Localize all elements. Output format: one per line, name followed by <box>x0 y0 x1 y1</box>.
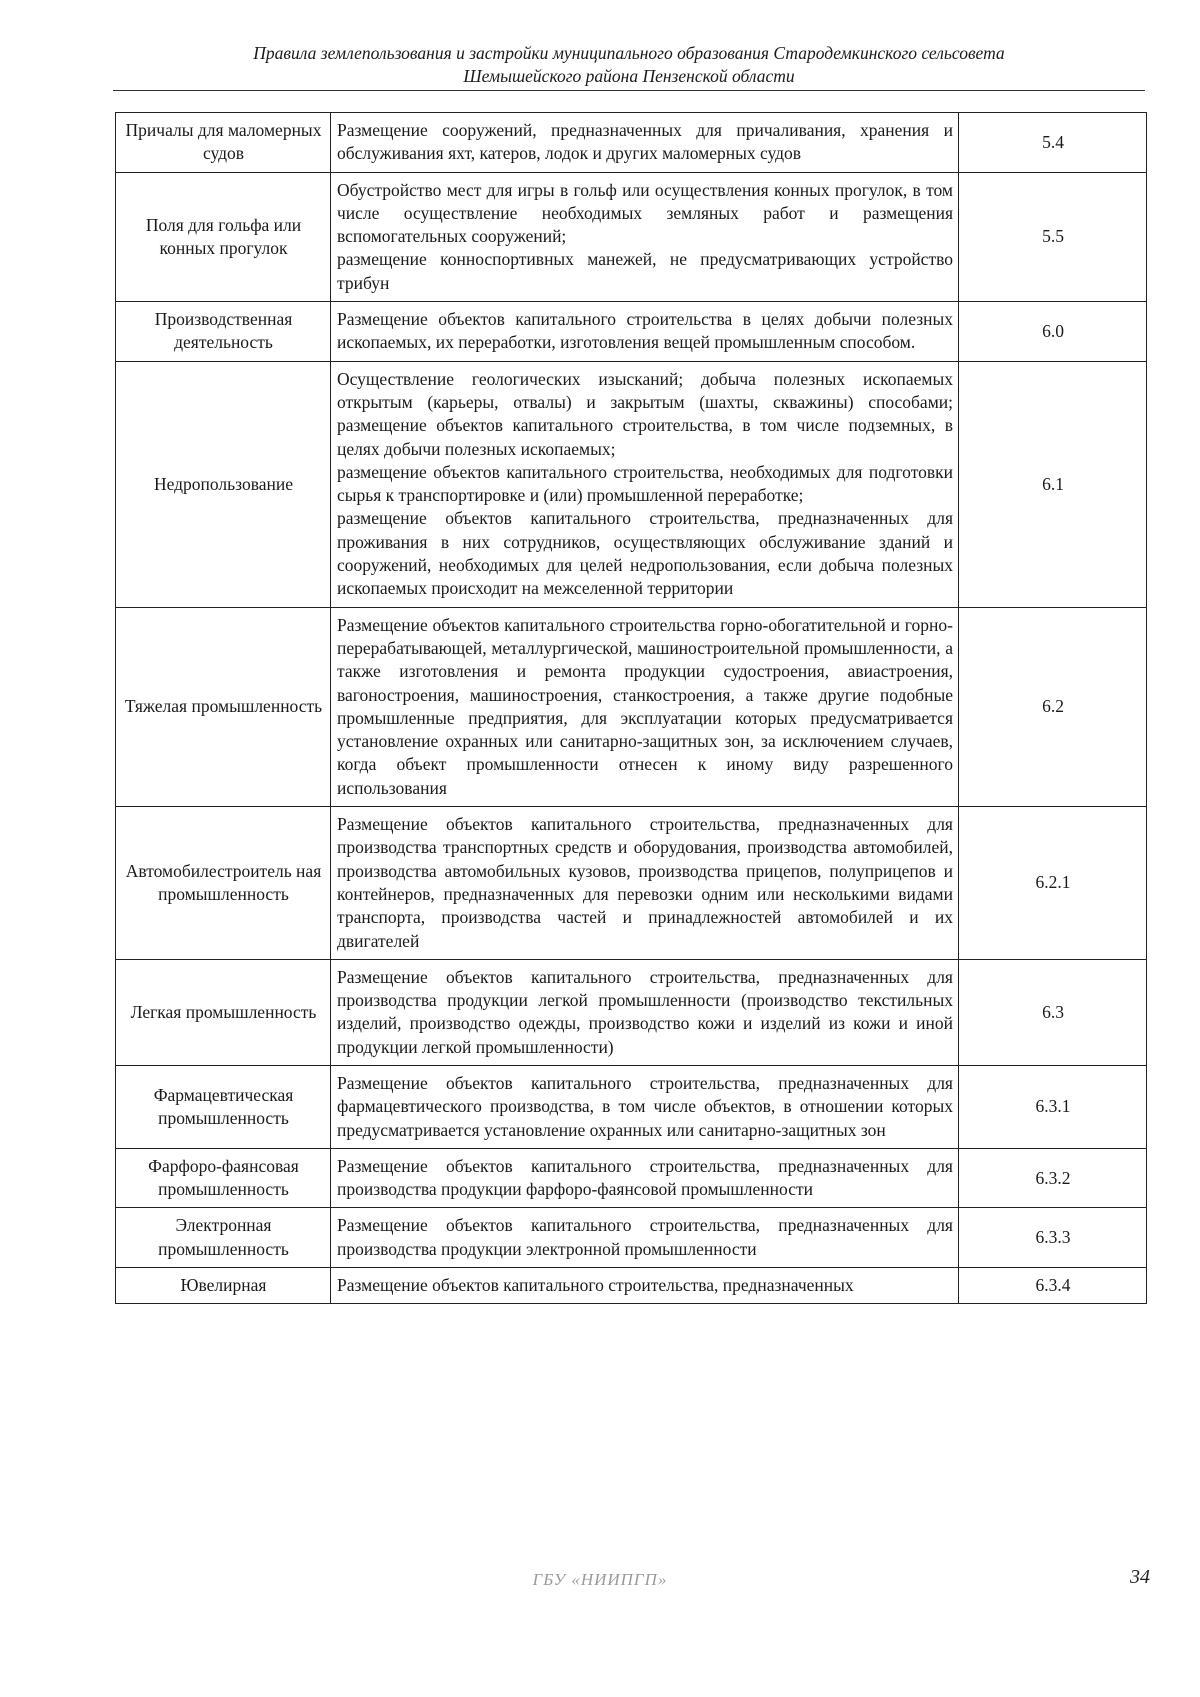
use-type-name: Легкая промышленность <box>116 959 331 1065</box>
use-type-description <box>331 1148 959 1208</box>
use-type-name: Фарфоро-фаянсовая промышленность <box>116 1148 331 1208</box>
use-type-code: 6.1 <box>959 361 1147 607</box>
use-type-description <box>331 361 959 607</box>
description-paragraph: размещение объектов капитального строительства, необходимых для подготовки сырья к транспортировке и (или) промышленной переработке; <box>337 461 953 506</box>
use-type-description <box>331 302 959 362</box>
use-type-name: Электронная промышленность <box>116 1208 331 1268</box>
use-type-description <box>331 807 959 960</box>
use-type-name: Поля для гольфа или конных прогулок <box>116 172 331 301</box>
use-type-description <box>331 959 959 1065</box>
table-row <box>116 172 1147 301</box>
use-type-description <box>331 1268 959 1304</box>
use-type-code: 6.3.3 <box>959 1208 1147 1268</box>
table-row <box>116 959 1147 1065</box>
use-type-name: Ювелирная <box>116 1268 331 1304</box>
description-paragraph: Размещение объектов капитального строительства горно-обогатительной и горно-перерабатывающей, металлургической, машиностроительной промышленности, а также изготовления и ремонта продукции судостроения, авиастроения, вагоностроения, машиностроения, станкостроения, а также другие подобные промышленные предприятия, для эксплуатации которых предусматривается установление охранных или санитарно-защитных зон, за исключением случаев, когда объект промышленности отнесен к иному виду разрешенного использования <box>337 614 953 798</box>
use-type-name: Недропользование <box>116 361 331 607</box>
table-row <box>116 1268 1147 1304</box>
table-row <box>116 1208 1147 1268</box>
use-type-name: Автомобилестроитель ная промышленность <box>116 807 331 960</box>
description-paragraph: Размещение сооружений, предназначенных для причаливания, хранения и обслуживания яхт, катеров, лодок и других маломерных судов <box>337 120 953 164</box>
header-line-1: Правила землепользования и застройки муниципального образования Стародемкинского сельсовета <box>253 43 1005 63</box>
page-header <box>113 42 1145 88</box>
description-paragraph: размещение конноспортивных манежей, не предусматривающих устройство трибун <box>337 249 953 293</box>
header-divider <box>113 90 1145 91</box>
land-use-table <box>115 112 1147 1304</box>
table-row <box>116 607 1147 806</box>
description-paragraph: Размещение объектов капитального строительства, предназначенных для производства транспортных средств и оборудования, производства автомобилей, производства автомобильных кузовов, производства прицепов, полуприцепов и контейнеров, предназначенных для перевозки одним или несколькими видами транспорта, производства частей и принадлежностей автомобилей и их двигателей <box>337 814 953 951</box>
header-line-2: Шемышейского района Пензенской области <box>463 66 795 86</box>
use-type-description <box>331 1208 959 1268</box>
use-type-description <box>331 1065 959 1148</box>
use-type-description <box>331 113 959 173</box>
footer-organization: ГБУ «НИИПГП» <box>532 1570 668 1589</box>
description-paragraph: Размещение объектов капитального строительства, предназначенных для производства продукции электронной промышленности <box>337 1215 953 1259</box>
use-type-code: 6.2 <box>959 607 1147 806</box>
use-type-code: 6.3.4 <box>959 1268 1147 1304</box>
use-type-code: 6.0 <box>959 302 1147 362</box>
page-number: 34 <box>1130 1566 1150 1588</box>
table-row <box>116 302 1147 362</box>
description-paragraph: Размещение объектов капитального строительства, предназначенных для производства продукции фарфоро-фаянсовой промышленности <box>337 1155 953 1200</box>
use-type-code: 5.4 <box>959 113 1147 173</box>
description-paragraph: Размещение объектов капитального строительства, предназначенных для фармацевтического производства, в том числе объектов, в отношении которых предусматривается установление охранных или санитарно-защитных зон <box>337 1072 953 1140</box>
use-type-description <box>331 172 959 301</box>
use-type-name: Причалы для маломерных судов <box>116 113 331 173</box>
use-type-code: 6.3.2 <box>959 1148 1147 1208</box>
description-paragraph: Размещение объектов капитального строительства, предназначенных <box>337 1275 854 1296</box>
use-type-code: 5.5 <box>959 172 1147 301</box>
description-paragraph: Осуществление геологических изысканий; добыча полезных ископаемых открытым (карьеры, отвалы) и закрытым (шахты, скважины) способами; размещение объектов капитального строительства, в том числе подземных, в целях добычи полезных ископаемых; <box>337 368 953 459</box>
table-row <box>116 113 1147 173</box>
use-type-code: 6.2.1 <box>959 807 1147 960</box>
use-type-code: 6.3 <box>959 959 1147 1065</box>
description-paragraph: размещение объектов капитального строительства, предназначенных для проживания в них сотрудников, осуществляющих обслуживание зданий и сооружений, необходимых для целей недропользования, если добыча полезных ископаемых происходит на межселенной территории <box>337 508 953 599</box>
table-body <box>116 113 1147 1304</box>
use-type-description <box>331 607 959 806</box>
table-row <box>116 361 1147 607</box>
use-type-code: 6.3.1 <box>959 1065 1147 1148</box>
description-paragraph: Размещение объектов капитального строительства в целях добычи полезных ископаемых, их переработки, изготовления вещей промышленным способом. <box>337 309 953 353</box>
use-type-name: Производственная деятельность <box>116 302 331 362</box>
table-row <box>116 807 1147 960</box>
use-type-name: Тяжелая промышленность <box>116 607 331 806</box>
description-paragraph: Размещение объектов капитального строительства, предназначенных для производства продукции легкой промышленности (производство текстильных изделий, производство одежды, производство кожи и изделий из кожи и иной продукции легкой промышленности) <box>337 966 953 1057</box>
description-paragraph: Обустройство мест для игры в гольф или осуществления конных прогулок, в том числе осуществление необходимых земляных работ и размещения вспомогательных сооружений; <box>337 179 953 247</box>
table-row <box>116 1148 1147 1208</box>
table-row <box>116 1065 1147 1148</box>
use-type-name: Фармацевтическая промышленность <box>116 1065 331 1148</box>
